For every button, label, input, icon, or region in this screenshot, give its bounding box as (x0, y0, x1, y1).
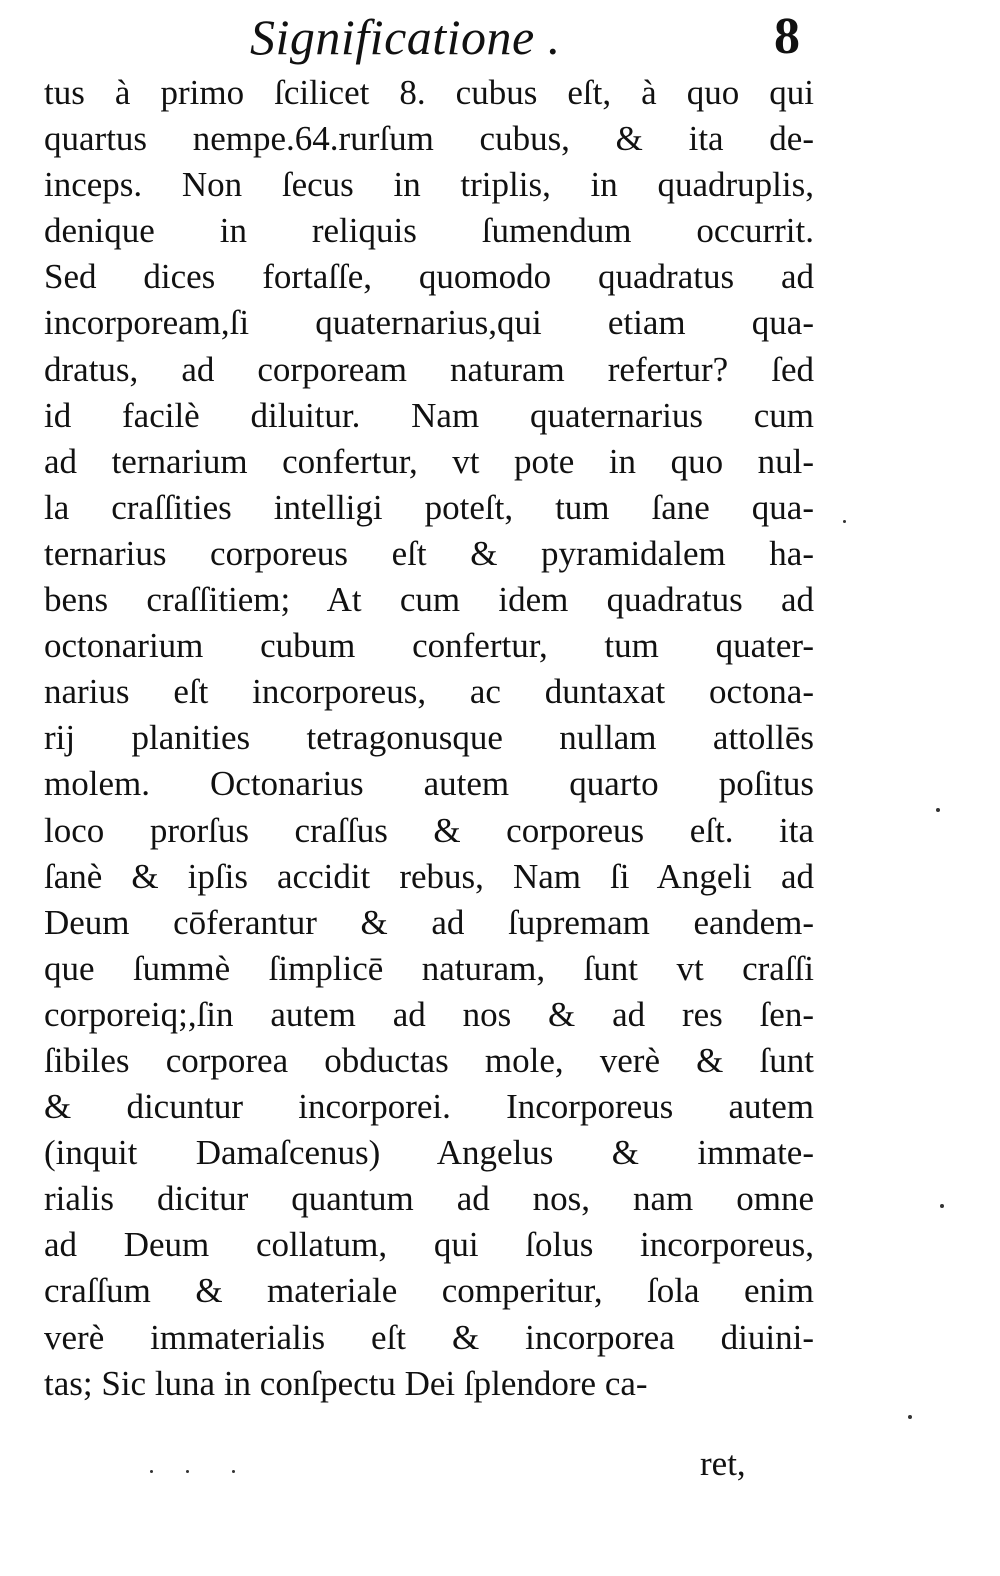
text-line: Deum cōferantur & ad ſupremam eandem- (44, 902, 814, 942)
scan-speck (232, 1470, 235, 1473)
scan-speck (908, 1415, 912, 1419)
text-line: corporeiq;,ſin autem ad nos & ad res ſen- (44, 994, 814, 1034)
text-line: tus à primo ſcilicet 8. cubus eſt, à quo qui (44, 73, 814, 112)
text-line: quartus nempe.64.rurſum cubus, & ita de- (44, 119, 814, 159)
scan-speck (843, 520, 846, 523)
text-line: que ſummè ſimplicē naturam, ſunt vt craſſi (44, 948, 814, 988)
text-line: ſibiles corporea obductas mole, verè & ſunt (44, 1040, 814, 1080)
text-line: molem. Octonarius autem quarto poſitus (44, 764, 814, 804)
text-line: ad Deum collatum, qui ſolus incorporeus, (44, 1225, 814, 1265)
text-line: ſanè & ipſis accidit rebus, Nam ſi Angeli ad (44, 856, 814, 896)
text-line: (inquit Damaſcenus) Angelus & immate- (44, 1133, 814, 1173)
running-head (250, 2, 800, 72)
text-line: verè immaterialis eſt & incorporea diuini- (44, 1317, 814, 1357)
text-line: craſſum & materiale comperitur, ſola enim (44, 1271, 814, 1311)
text-line: octonarium cubum confertur, tum quater- (44, 626, 814, 666)
page-number: 8 (774, 8, 800, 65)
text-line: id facilè diluitur. Nam quaternarius cum (44, 395, 814, 435)
scan-speck (186, 1470, 189, 1473)
scan-speck (940, 1204, 944, 1208)
text-line: denique in reliquis ſumendum occurrit. (44, 211, 814, 251)
text-line: rialis dicitur quantum ad nos, nam omne (44, 1179, 814, 1219)
text-line: bens craſſitiem; At cum idem quadratus ad (44, 580, 814, 620)
text-line: ad ternarium confertur, vt pote in quo nul- (44, 441, 814, 481)
text-line: & dicuntur incorporei. Incorporeus autem (44, 1087, 814, 1127)
text-line: dratus, ad corpoream naturam refertur? ſed (44, 349, 814, 389)
catchword: ret, (700, 1444, 746, 1483)
text-line: loco prorſus craſſus & corporeus eſt. ita (44, 810, 814, 850)
text-line: rij planities tetragonusque nullam attollēs (44, 718, 814, 758)
text-line: Sed dices fortaſſe, quomodo quadratus ad (44, 257, 814, 297)
scan-speck (150, 1470, 153, 1473)
text-line: tas; Sic luna in conſpectu Dei ſplendore ca- (44, 1363, 648, 1403)
text-line: incorpoream,ſi quaternarius,qui etiam qua- (44, 303, 814, 343)
text-line: ternarius corporeus eſt & pyramidalem ha- (44, 533, 814, 573)
body-text (44, 70, 814, 1407)
running-head-title: Significatione . (250, 9, 561, 65)
text-line: inceps. Non ſecus in triplis, in quadruplis, (44, 165, 814, 205)
scan-speck (936, 808, 940, 812)
text-line: la craſſities intelligi poteſt, tum ſane qua- (44, 487, 814, 527)
text-line: narius eſt incorporeus, ac duntaxat octona- (44, 672, 814, 712)
